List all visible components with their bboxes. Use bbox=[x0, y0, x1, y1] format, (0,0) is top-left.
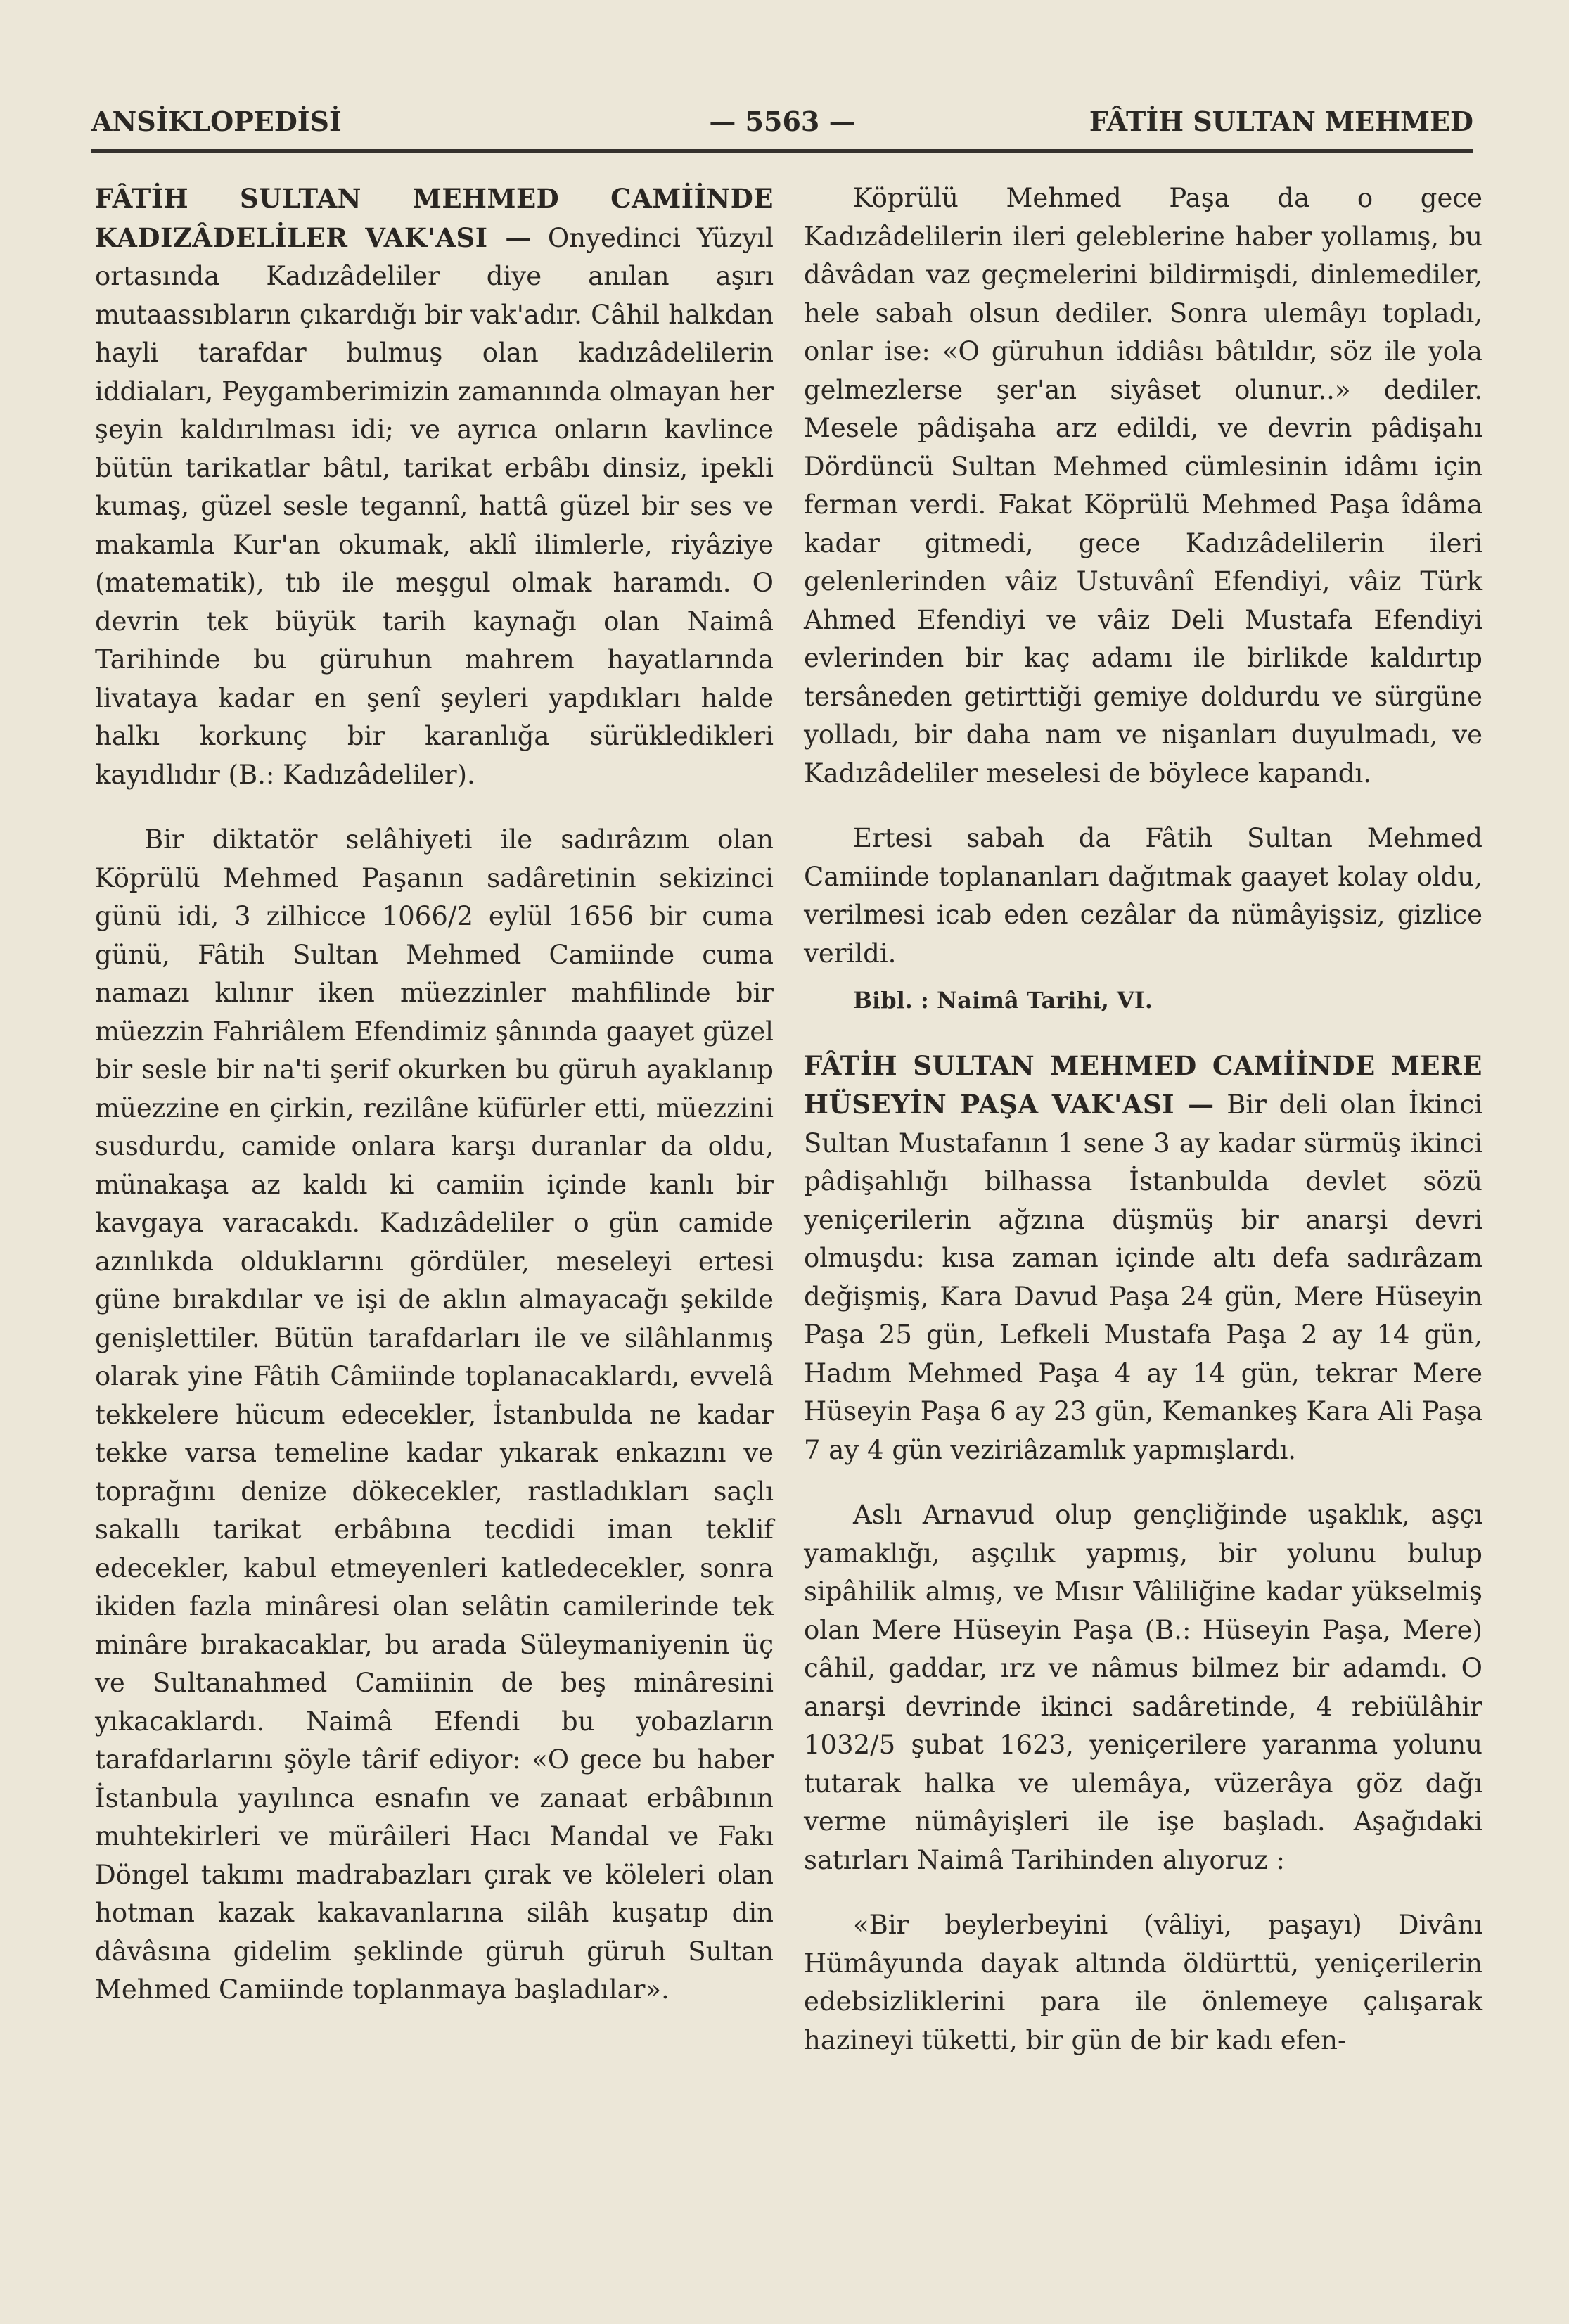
header-entry-label: FÂTİH SULTAN MEHMED bbox=[1089, 106, 1473, 137]
article-2-text-1: Bir deli olan İkinci Sultan Mustafanın 1 sene 3 ay kadar sürmüş ikinci pâdişahlığı bilhassa İstanbulda devlet sözü yeniçerilerin ağzına düşmüş bir anarşi devri olmuşdu: kısa zaman içinde altı defa sadırâzam değişmiş, Kara Davud Paşa 24 gün, Mere Hüseyin Paşa 25 gün, Lefkeli Mustafa Paşa 2 ay 14 gün, Hadım Mehmed Paşa 4 ay 14 gün, tekrar Mere Hüseyin Paşa 6 ay 23 gün, Kemankeş Kara Ali Paşa 7 ay 4 gün veziriâzamlık yapmışlardı. bbox=[804, 1090, 1482, 1465]
article-2-quote: «Bir beylerbeyini (vâliyi, paşayı) Divânı Hümâyunda dayak altında öldürttü, yeniçerilerin edebsizliklerini para ile önlemeye çalışarak hazineyi tüketti, bir gün de bir kadı efen- bbox=[804, 1910, 1482, 2055]
header-rule bbox=[91, 149, 1473, 153]
right-column bbox=[804, 179, 1482, 2060]
article-2-paragraph-1 bbox=[804, 1047, 1482, 1470]
article-1-paragraph-1 bbox=[95, 179, 774, 794]
left-column bbox=[95, 179, 774, 2010]
article-1-text-1: Onyedinci Yüzyıl ortasında Kadızâdeliler diye anılan aşırı mutaassıbların çıkardığı bir vak'adır. Câhil halkdan hayli tarafdar bulmuş olan kadızâdelilerin iddiaları, Peygamberimizin zamanında olmayan her şeyin kaldırılması idi; ve ayrıca onların kavlince bütün tarikatlar bâtıl, tarikat erbâbı dinsiz, ipekli kumaş, güzel sesle tegannî, hattâ güzel bir ses ve makamla Kur'an okumak, aklî ilimlerle, riyâziye (matematik), tıb ile meşgul olmak haramdı. O devrin tek büyük tarih kaynağı olan Naimâ Tarihinde bu güruhun mahrem hayatlarında livataya kadar en şenî şeyleri yapdıkları halde halkı korkunç bir karanlığa sürükledikleri kayıdlıdır (B.: Kadızâdeliler). bbox=[95, 222, 774, 790]
article-2-paragraph-2: Aslı Arnavud olup gençliğinde uşaklık, aşçı yamaklığı, aşçılık yapmış, bir yolunu bulup sipâhilik almış, ve Mısır Vâliliğine kadar yükselmiş olan Mere Hüseyin Paşa (B.: Hüseyin Paşa, Mere) câhil, gaddar, ırz ve nâmus bilmez bir adamdı. O anarşi devrinde ikinci sadâretinde, 4 rebiülâhir 1032/5 şubat 1623, yeniçerilere yaranma yolunu tutarak halka ve ulemâya, vüzerâya göz dağı verme nümâyişleri ile işe başladı. Aşağıdaki satırları Naimâ Tarihinden alıyoruz : bbox=[804, 1500, 1482, 1875]
page-header bbox=[91, 106, 1473, 148]
header-encyclopedia-label: ANSİKLOPEDİSİ bbox=[91, 106, 342, 137]
article-1-paragraph-4: Ertesi sabah da Fâtih Sultan Mehmed Camiinde toplananları dağıtmak gaayet kolay oldu, verilmesi icab eden cezâlar da nümâyişsiz, gizlice verildi. bbox=[804, 823, 1482, 969]
page-number: — 5563 — bbox=[709, 106, 856, 137]
article-1-paragraph-2: Bir diktatör selâhiyeti ile sadırâzım olan Köprülü Mehmed Paşanın sadâretinin sekizinci günü idi, 3 zilhicce 1066/2 eylül 1656 bir cuma günü, Fâtih Sultan Mehmed Camiinde cuma namazı kılınır iken müezzinler mahfilinde bir müezzin Fahriâlem Efendimiz şânında gaayet güzel bir sesle bir na'ti şerif okurken bu güruh ayaklanıp müezzine en çirkin, rezilâne küfürler etti, müezzini susdurdu, camide onlara karşı duranlar da oldu, münakaşa az kaldı ki camiin içinde kanlı bir kavgaya varacakdı. Kadızâdeliler o gün camide azınlıkda olduklarını gördüler, meseleyi ertesi güne bırakdılar ve işi de aklın almayacağı şekilde genişlettiler. Bütün tarafdarları ile ve silâhlanmış olarak yine Fâtih Câmiinde toplanacaklardı, evvelâ tekkelere hücum edecekler, İstanbulda ne kadar tekke varsa temeline kadar yıkarak enkazını ve toprağını denize dökecekler, rastladıkları saçlı sakallı tarikat erbâbına tecdidi iman teklif edecekler, kabul etmeyenleri katledecekler, sonra ikiden fazla minâresi olan selâtin camilerinde tek minâre bırakacaklar, bu arada Süleymaniyenin üç ve Sultanahmed Camiinin de beş minâresini yıkacaklardı. Naimâ Efendi bu yobazların tarafdarlarını şöyle târif ediyor: «O gece bu haber İstanbula yayılınca esnafın ve zanaat erbâbının muhtekirleri ve mürâileri Hacı Mandal ve Fakı Döngel takımı madrabazları çırak ve köleleri olan hotman kazak kakavanlarına silâh kuşatıp din dâvâsına gidelim şeklinde güruh güruh Sultan Mehmed Camiinde toplanmaya başladılar». bbox=[95, 824, 774, 2005]
article-1-title: FÂTİH SULTAN MEHMED CAMİİNDE KADIZÂDELİLER VAK'ASI — bbox=[95, 183, 774, 253]
bibliography: Bibl. : Naimâ Tarihi, VI. bbox=[853, 987, 1153, 1014]
article-1-paragraph-3: Köprülü Mehmed Paşa da o gece Kadızâdelilerin ileri geleblerine haber yollamış, bu dâvâdan vaz geçmelerini bildirmişdi, dinlemediler, hele sabah olsun dediler. Sonra ulemâyı topladı, onlar ise: «O güruhun iddiâsı bâtıldır, söz ile yola gelmezlerse şer'an siyâset olunur..» dediler. Mesele pâdişaha arz edildi, ve devrin pâdişahı Dördüncü Sultan Mehmed cümlesinin idâmı için ferman verdi. Fakat Köprülü Mehmed Paşa îdâma kadar gitmedi, gece Kadızâdelilerin ileri gelenlerinden vâiz Ustuvânî Efendiyi, vâiz Türk Ahmed Efendiyi ve vâiz Deli Mustafa Efendiyi evlerinden bir kaç adamı ile birlikde kaldırtıp tersâneden getirttiği gemiye doldurdu ve sürgüne yolladı, bir daha nam ve nişanları duyulmadı, ve Kadızâdeliler meselesi de böylece kapandı. bbox=[804, 183, 1482, 788]
article-2-title: FÂTİH SULTAN MEHMED CAMİİNDE MERE HÜSEYİN PAŞA VAK'ASI — bbox=[804, 1049, 1482, 1120]
